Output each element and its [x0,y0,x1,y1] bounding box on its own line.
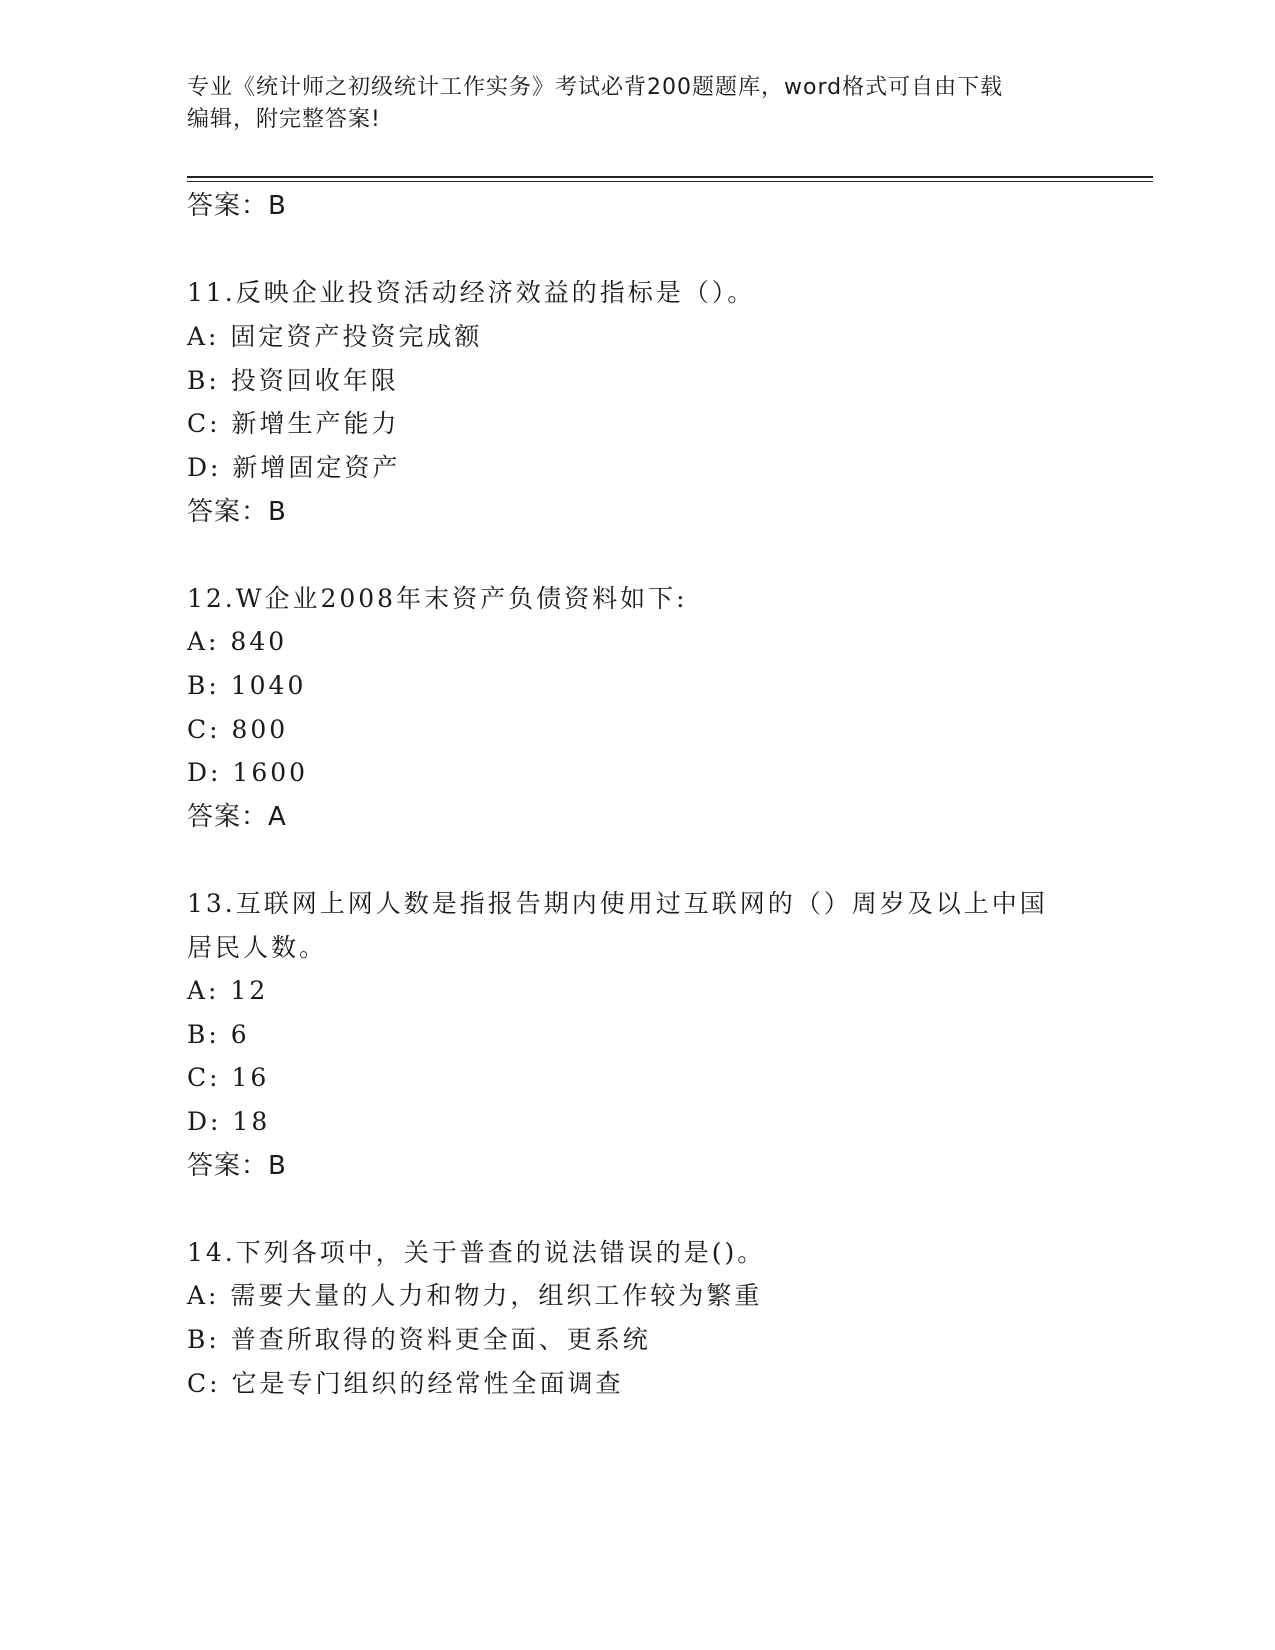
question-12-option-b: B: 1040 [187,671,307,700]
question-12-option-d: D: 1600 [187,758,309,787]
question-12-answer: 答案：A [187,802,287,832]
answer-line-q10: 答案：B [187,191,287,221]
question-12-option-a: A: 840 [187,627,288,656]
question-11-option-b: B: 投资回收年限 [187,366,399,395]
question-14-stem: 14.下列各项中，关于普查的说法错误的是()。 [187,1238,766,1267]
question-11-stem: 11.反映企业投资活动经济效益的指标是（）。 [187,278,756,307]
question-13-stem-line-1: 13.互联网上网人数是指报告期内使用过互联网的（）周岁及以上中国 [187,889,1048,918]
question-11-option-d: D: 新增固定资产 [187,453,401,482]
question-11-answer: 答案：B [187,497,287,527]
question-12-stem: 12.W企业2008年末资产负债资料如下: [187,584,688,613]
question-13-answer: 答案：B [187,1151,287,1181]
question-13-option-a: A: 12 [187,976,269,1005]
question-13-option-d: D: 18 [187,1107,271,1136]
question-13-option-b: B: 6 [187,1020,250,1049]
question-14-option-c: C: 它是专门组织的经常性全面调查 [187,1369,624,1398]
question-14-option-a: A: 需要大量的人力和物力，组织工作较为繁重 [187,1281,763,1310]
header-rule-thin [187,181,1153,182]
header-rule-thick [187,176,1153,178]
question-11-option-a: A: 固定资产投资完成额 [187,322,483,351]
question-14-option-b: B: 普查所取得的资料更全面、更系统 [187,1325,651,1354]
question-12-option-c: C: 800 [187,715,289,744]
question-11-option-c: C: 新增生产能力 [187,409,400,438]
header-line-1: 专业《统计师之初级统计工作实务》考试必背200题题库，word格式可自由下载 [187,75,1004,100]
document-header [187,72,1067,136]
question-13-stem-line-2: 居民人数。 [187,933,328,962]
question-13-option-c: C: 16 [187,1063,270,1092]
header-line-2: 编辑，附完整答案! [187,107,381,132]
